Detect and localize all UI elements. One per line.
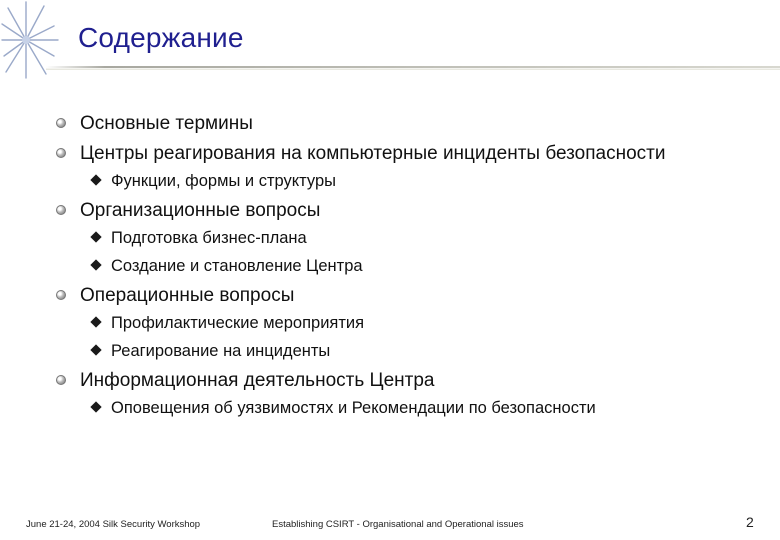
list-item [56, 285, 294, 307]
sub-list-item-text: Профилактические мероприятия [111, 314, 365, 332]
sub-list-item [90, 229, 307, 248]
list-item [56, 370, 434, 392]
bullet-diamond-icon [90, 231, 101, 242]
sub-list-item [90, 342, 330, 361]
sub-list-item [90, 257, 363, 276]
sub-list-item-text: Подготовка бизнес-плана [111, 229, 307, 247]
sub-list-item [90, 172, 336, 191]
list-item-text: Организационные вопросы [80, 200, 321, 221]
bullet-diamond-icon [90, 174, 101, 185]
bullet-diamond-icon [90, 316, 101, 327]
bullet-diamond-icon [90, 344, 101, 355]
sub-list-item-text: Функции, формы и структуры [111, 172, 336, 190]
list-item-text: Информационная деятельность Центра [80, 370, 435, 391]
list-item-text: Центры реагирования на компьютерные инциденты безопасности [80, 143, 666, 164]
list-item [56, 143, 665, 165]
sub-list-item-text: Оповещения об уязвимостях и Рекомендации по безопасности [111, 399, 596, 417]
slide-title: Содержание [78, 22, 244, 53]
bullet-circle-icon [56, 290, 66, 300]
sub-list-item-text: Реагирование на инциденты [111, 342, 331, 360]
bullet-circle-icon [56, 148, 66, 158]
sub-list-item [90, 314, 364, 333]
sub-list-item [90, 399, 596, 418]
footer-event: June 21-24, 2004 Silk Security Workshop [26, 519, 201, 530]
bullet-circle-icon [56, 205, 66, 215]
list-item [56, 113, 253, 135]
bullet-circle-icon [56, 118, 66, 128]
sub-list-item-text: Создание и становление Центра [111, 257, 363, 275]
bullet-circle-icon [56, 375, 66, 385]
list-item-text: Операционные вопросы [80, 285, 295, 306]
footer-title: Establishing CSIRT - Organisational and Operational issues [272, 519, 524, 530]
list-item [56, 200, 320, 222]
bullet-diamond-icon [90, 259, 101, 270]
page-number: 2 [746, 514, 754, 530]
list-item-text: Основные термины [80, 113, 253, 134]
bullet-diamond-icon [90, 401, 101, 412]
